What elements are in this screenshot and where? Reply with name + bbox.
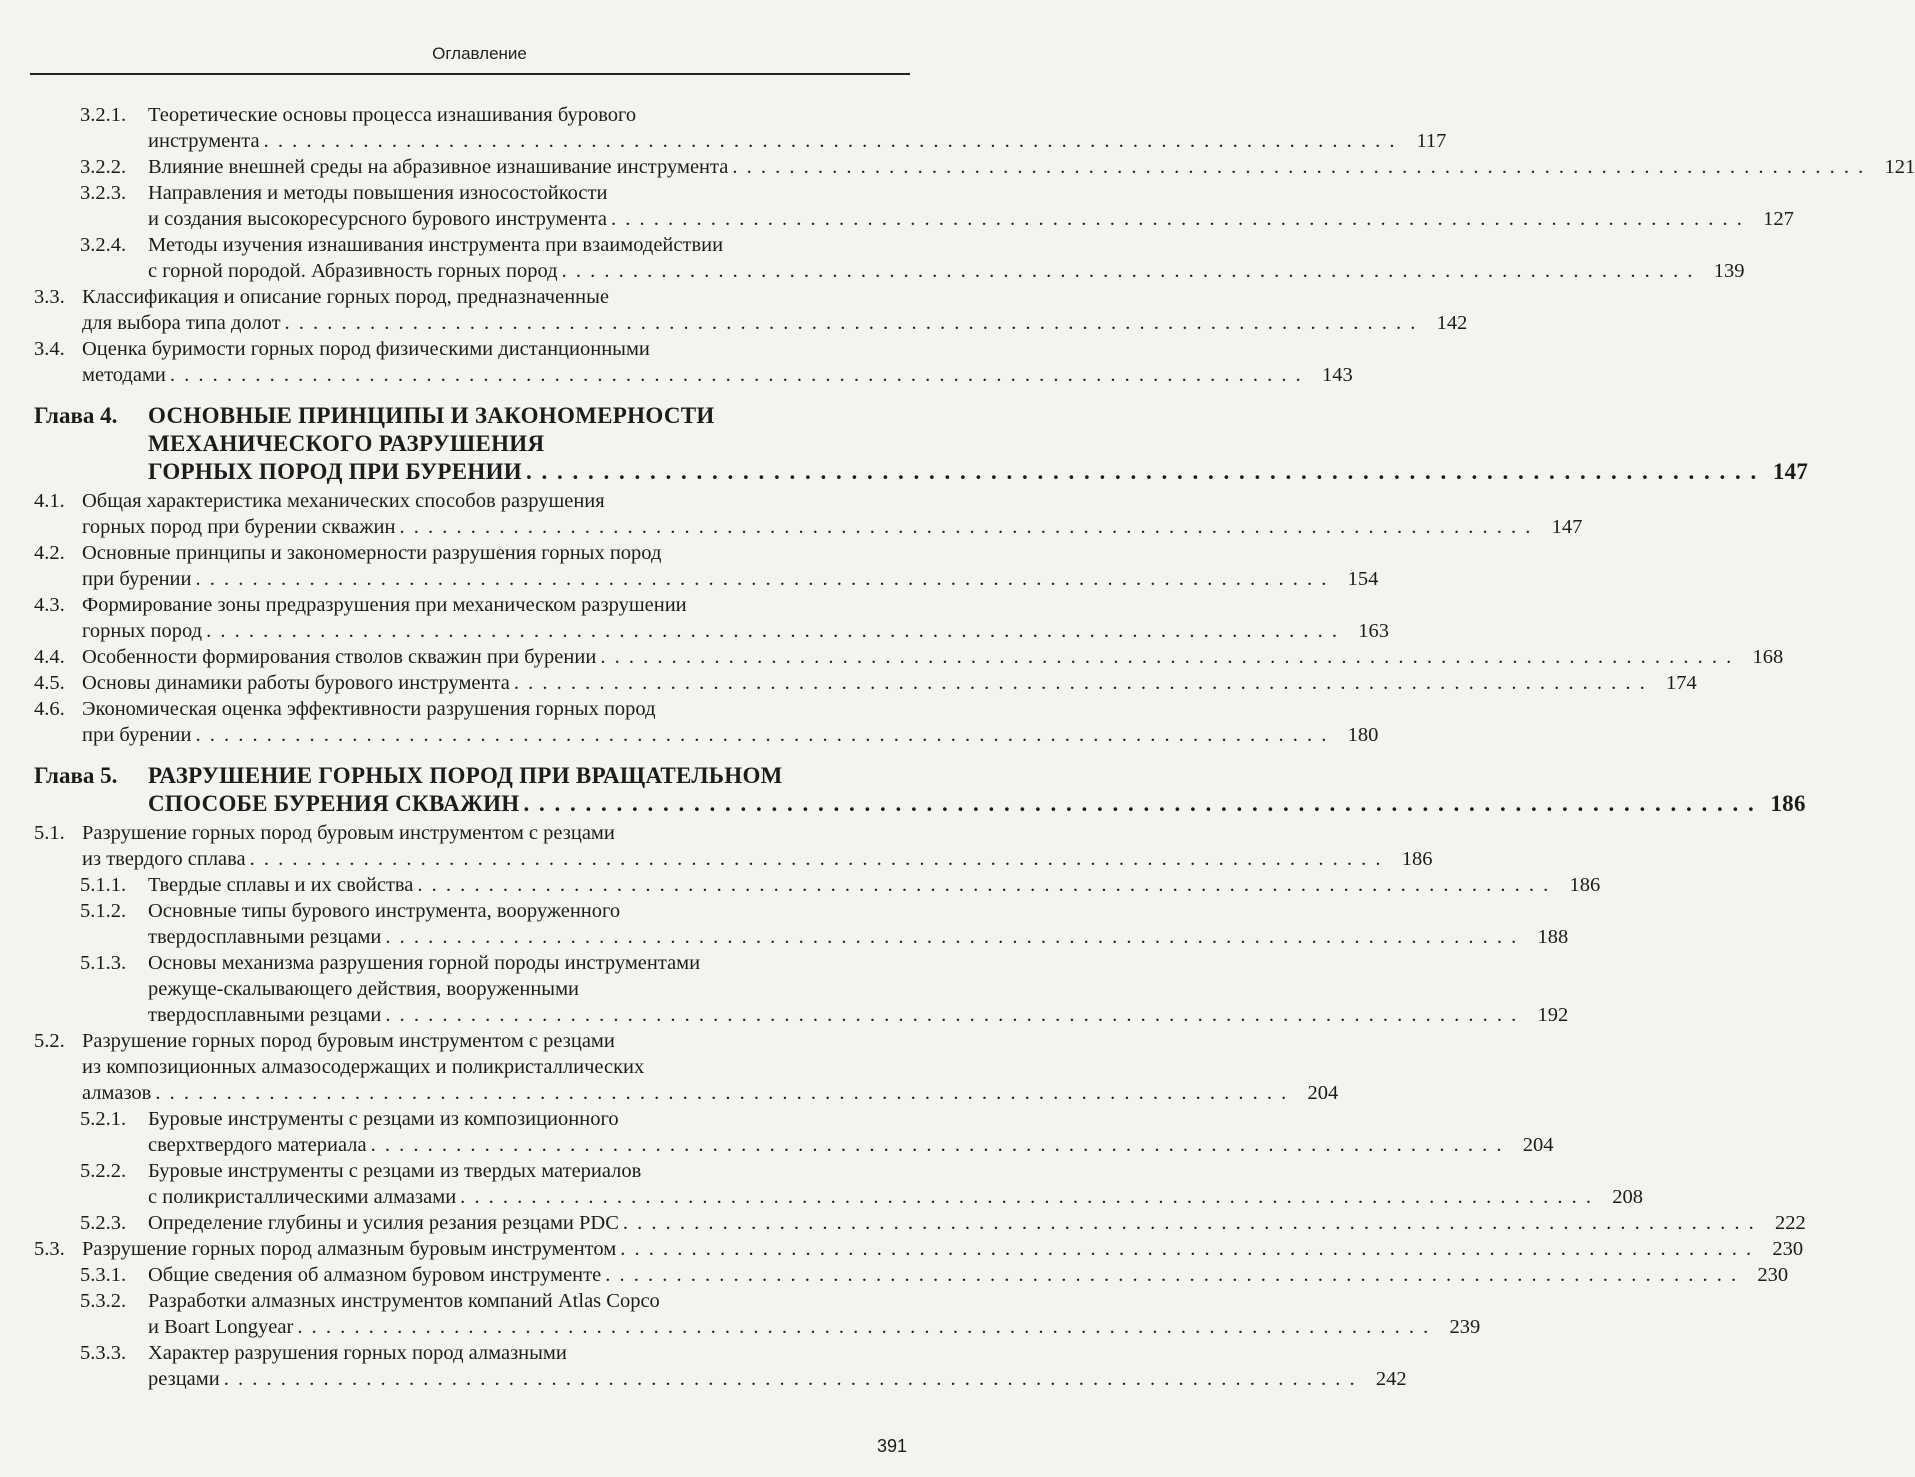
toc-entry-line: МЕХАНИЧЕСКОГО РАЗРУШЕНИЯ bbox=[148, 431, 545, 456]
toc-page-number: 117 bbox=[1416, 130, 1447, 152]
toc-entry-line: при бурении bbox=[82, 724, 192, 746]
toc-page-number: 143 bbox=[1322, 364, 1353, 386]
toc-entry[interactable] bbox=[0, 1236, 1804, 1262]
toc-entry[interactable] bbox=[0, 1210, 1806, 1236]
toc-entry-number: Глава 5. bbox=[34, 763, 118, 788]
toc-entry[interactable] bbox=[0, 336, 1353, 388]
toc-entry-line: алмазов bbox=[82, 1082, 152, 1104]
leader-dots: . . . . . . . . . . . . . . . . . . . . . . . . . . . . . . . . . . . . . . . . . . . . . . . . . . . . . . . . . . . . . . . . . . . . . . . . . . . . . . . . bbox=[417, 874, 1551, 896]
leader-dots: . . . . . . . . . . . . . . . . . . . . . . . . . . . . . . . . . . . . . . . . . . . . . . . . . . . . . . . . . . . . . . . . . . . . . . . . . . . . . . . . bbox=[169, 364, 1303, 386]
toc-entry-line: резцами bbox=[148, 1368, 220, 1390]
toc-entry-number: 4.1. bbox=[34, 490, 65, 512]
toc-entry-line: твердосплавными резцами bbox=[148, 926, 382, 948]
chapter-gap bbox=[0, 388, 959, 402]
toc-entry[interactable] bbox=[0, 232, 1745, 284]
leader-dots: . . . . . . . . . . . . . . . . . . . . . . . . . . . . . . . . . . . . . . . . . . . . . . . . . . . . . . . . . . . . . . . . . . . . . . . . . . . . . . . . bbox=[523, 791, 1756, 816]
toc-entry-line: Разработки алмазных инструментов компаний Atlas Copco bbox=[148, 1290, 660, 1312]
toc-entry-title bbox=[82, 1028, 1339, 1106]
toc-entry[interactable] bbox=[0, 1106, 1554, 1158]
toc-entry-title bbox=[82, 592, 1389, 644]
chapter-gap bbox=[0, 748, 959, 762]
toc-entry-line: из композиционных алмазосодержащих и поликристаллических bbox=[82, 1056, 645, 1078]
toc-entry-line: ГОРНЫХ ПОРОД ПРИ БУРЕНИИ bbox=[148, 459, 522, 484]
toc-page-number: 154 bbox=[1347, 568, 1379, 590]
toc-entry-line: Характер разрушения горных пород алмазными bbox=[148, 1342, 567, 1364]
toc-entry-line: Определение глубины и усилия резания резцами PDC bbox=[148, 1212, 619, 1234]
leader-dots: . . . . . . . . . . . . . . . . . . . . . . . . . . . . . . . . . . . . . . . . . . . . . . . . . . . . . . . . . . . . . . . . . . . . . . . . . . . . . . . . bbox=[206, 620, 1339, 642]
toc-entry-title bbox=[82, 696, 1379, 748]
toc-entry-number: 5.2.1. bbox=[80, 1108, 127, 1130]
leader-dots: . . . . . . . . . . . . . . . . . . . . . . . . . . . . . . . . . . . . . . . . . . . . . . . . . . . . . . . . . . . . . . . . . . . . . . . . . . . . . . . . bbox=[263, 130, 1397, 152]
toc-entry[interactable] bbox=[0, 154, 1915, 180]
toc-entry-line: для выбора типа долот bbox=[82, 312, 281, 334]
toc-entry[interactable] bbox=[0, 540, 1379, 592]
toc-entry-line: Оценка буримости горных пород физическими дистанционными bbox=[82, 338, 650, 360]
toc-entry[interactable] bbox=[0, 872, 1601, 898]
leader-dots: . . . . . . . . . . . . . . . . . . . . . . . . . . . . . . . . . . . . . . . . . . . . . . . . . . . . . . . . . . . . . . . . . . . . . . . . . . . . . . . . bbox=[525, 459, 1759, 484]
leader-dots: . . . . . . . . . . . . . . . . . . . . . . . . . . . . . . . . . . . . . . . . . . . . . . . . . . . . . . . . . . . . . . . . . . . . . . . . . . . . . . . . bbox=[155, 1082, 1289, 1104]
toc-entry-title bbox=[82, 284, 1468, 336]
page-header: Оглавление bbox=[432, 44, 527, 63]
toc-entry-number: 5.1.3. bbox=[80, 952, 127, 974]
toc-entry-line: горных пород bbox=[82, 620, 203, 642]
toc-page-number: 230 bbox=[1757, 1264, 1789, 1286]
toc-entry-line: Буровые инструменты с резцами из твердых материалов bbox=[148, 1160, 642, 1182]
toc-page-number: 192 bbox=[1537, 1004, 1569, 1026]
toc-entry-number: 5.1. bbox=[34, 822, 65, 844]
leader-dots: . . . . . . . . . . . . . . . . . . . . . . . . . . . . . . . . . . . . . . . . . . . . . . . . . . . . . . . . . . . . . . . . . . . . . . . . . . . . . . . . bbox=[399, 516, 1533, 538]
toc-entry-line: Основы динамики работы бурового инструмента bbox=[82, 672, 510, 694]
toc-entry-number: 5.3.2. bbox=[80, 1290, 127, 1312]
toc-page-number: 186 bbox=[1401, 848, 1433, 870]
leader-dots: . . . . . . . . . . . . . . . . . . . . . . . . . . . . . . . . . . . . . . . . . . . . . . . . . . . . . . . . . . . . . . . . . . . . . . . . . . . . . . . . bbox=[370, 1134, 1504, 1156]
toc-entry-line: ОСНОВНЫЕ ПРИНЦИПЫ И ЗАКОНОМЕРНОСТИ bbox=[148, 403, 715, 428]
toc-entry-line: Классификация и описание горных пород, предназначенные bbox=[82, 286, 610, 308]
toc-entry[interactable] bbox=[0, 1262, 1789, 1288]
leader-dots: . . . . . . . . . . . . . . . . . . . . . . . . . . . . . . . . . . . . . . . . . . . . . . . . . . . . . . . . . . . . . . . . . . . . . . . . . . . . . . . . bbox=[195, 568, 1329, 590]
toc-entry-title bbox=[82, 670, 1697, 696]
toc-page-number: 239 bbox=[1449, 1316, 1481, 1338]
toc-page-number: 121 bbox=[1884, 156, 1915, 178]
toc-entry-line: Методы изучения изнашивания инструмента при взаимодействии bbox=[148, 234, 724, 256]
toc-page-number: 142 bbox=[1436, 312, 1468, 334]
toc-entry-line: Основные типы бурового инструмента, вооруженного bbox=[148, 900, 621, 922]
toc-entry-title bbox=[148, 1288, 1481, 1340]
toc-entry[interactable] bbox=[0, 592, 1389, 644]
toc-entry-number: 3.2.4. bbox=[80, 234, 127, 256]
leader-dots: . . . . . . . . . . . . . . . . . . . . . . . . . . . . . . . . . . . . . . . . . . . . . . . . . . . . . . . . . . . . . . . . . . . . . . . . . . . . . . . . bbox=[622, 1212, 1756, 1234]
toc-entry-title bbox=[148, 1106, 1554, 1158]
toc-entry-line: Направления и методы повышения износостойкости bbox=[148, 182, 608, 204]
toc-page-number: 174 bbox=[1665, 672, 1697, 694]
toc-page-number: 147 bbox=[1551, 516, 1583, 538]
toc-entry-number: 5.3.3. bbox=[80, 1342, 127, 1364]
toc-entry-title bbox=[148, 1210, 1806, 1236]
toc-entry-line: Разрушение горных пород алмазным буровым инструментом bbox=[82, 1238, 617, 1260]
toc-entry-title bbox=[148, 762, 1806, 818]
toc-entry-line: Экономическая оценка эффективности разрушения горных пород bbox=[82, 698, 656, 720]
toc-page-number: 186 bbox=[1770, 791, 1806, 816]
leader-dots: . . . . . . . . . . . . . . . . . . . . . . . . . . . . . . . . . . . . . . . . . . . . . . . . . . . . . . . . . . . . . . . . . . . . . . . . . . . . . . . . bbox=[249, 848, 1383, 870]
leader-dots: . . . . . . . . . . . . . . . . . . . . . . . . . . . . . . . . . . . . . . . . . . . . . . . . . . . . . . . . . . . . . . . . . . . . . . . . . . . . . . . . bbox=[195, 724, 1329, 746]
toc-entry-line: с горной породой. Абразивность горных пород bbox=[148, 260, 558, 282]
toc-entry-title bbox=[148, 1340, 1407, 1392]
toc-page-number: 204 bbox=[1522, 1134, 1554, 1156]
toc-entry-title bbox=[148, 154, 1915, 180]
toc-entry-line: и Boart Longyear bbox=[148, 1316, 294, 1338]
toc-page-number: 139 bbox=[1713, 260, 1745, 282]
header-rule bbox=[30, 73, 910, 75]
toc-entry-number: 4.3. bbox=[34, 594, 65, 616]
toc-entry-title bbox=[82, 644, 1784, 670]
leader-dots: . . . . . . . . . . . . . . . . . . . . . . . . . . . . . . . . . . . . . . . . . . . . . . . . . . . . . . . . . . . . . . . . . . . . . . . . . . . . . . . . bbox=[284, 312, 1418, 334]
leader-dots: . . . . . . . . . . . . . . . . . . . . . . . . . . . . . . . . . . . . . . . . . . . . . . . . . . . . . . . . . . . . . . . . . . . . . . . . . . . . . . . . bbox=[561, 260, 1695, 282]
toc-entry-number: 5.3. bbox=[34, 1238, 65, 1260]
toc-entry-title bbox=[82, 820, 1433, 872]
toc-entry-title bbox=[148, 180, 1794, 232]
toc-entry-number: 3.3. bbox=[34, 286, 65, 308]
toc-entry-title bbox=[82, 540, 1379, 592]
toc-entry[interactable] bbox=[0, 284, 1468, 336]
toc-entry-number: 5.3.1. bbox=[80, 1264, 127, 1286]
toc-entry-number: 3.2.1. bbox=[80, 104, 127, 126]
leader-dots: . . . . . . . . . . . . . . . . . . . . . . . . . . . . . . . . . . . . . . . . . . . . . . . . . . . . . . . . . . . . . . . . . . . . . . . . . . . . . . . . bbox=[732, 156, 1866, 178]
toc-entry[interactable] bbox=[0, 1158, 1644, 1210]
toc-page-number: 188 bbox=[1537, 926, 1569, 948]
toc-entry[interactable] bbox=[0, 180, 1794, 232]
toc-entry-title bbox=[82, 488, 1583, 540]
toc-entry-line: при бурении bbox=[82, 568, 192, 590]
toc-entry[interactable] bbox=[0, 898, 1569, 950]
toc-entry-title bbox=[148, 402, 1809, 486]
toc-entry-title bbox=[148, 102, 1447, 154]
toc-entry-number: 4.5. bbox=[34, 672, 65, 694]
toc-chapter[interactable] bbox=[0, 402, 1809, 486]
toc-entry-line: Влияние внешней среды на абразивное изнашивание инструмента bbox=[148, 156, 729, 178]
table-of-contents bbox=[0, 102, 1915, 1392]
toc-entry[interactable] bbox=[0, 820, 1433, 872]
toc-page-number: 127 bbox=[1763, 208, 1794, 230]
toc-entry-number: 5.2.2. bbox=[80, 1160, 127, 1182]
toc-entry-title bbox=[148, 1262, 1789, 1288]
toc-entry-line: Формирование зоны предразрушения при механическом разрушении bbox=[82, 594, 687, 616]
leader-dots: . . . . . . . . . . . . . . . . . . . . . . . . . . . . . . . . . . . . . . . . . . . . . . . . . . . . . . . . . . . . . . . . . . . . . . . . . . . . . . . . bbox=[460, 1186, 1594, 1208]
toc-entry-title bbox=[148, 950, 1569, 1028]
toc-entry-title bbox=[148, 1158, 1644, 1210]
toc-entry-line: и создания высокоресурсного бурового инструмента bbox=[148, 208, 607, 230]
toc-entry-line: сверхтвердого материала bbox=[148, 1134, 367, 1156]
leader-dots: . . . . . . . . . . . . . . . . . . . . . . . . . . . . . . . . . . . . . . . . . . . . . . . . . . . . . . . . . . . . . . . . . . . . . . . . . . . . . . . . bbox=[223, 1368, 1357, 1390]
toc-entry-number: 4.4. bbox=[34, 646, 65, 668]
toc-entry-title bbox=[148, 898, 1569, 950]
toc-entry-line: методами bbox=[82, 364, 166, 386]
toc-entry-line: Особенности формирования стволов скважин при бурении bbox=[82, 646, 597, 668]
toc-entry-number: 3.2.2. bbox=[80, 156, 127, 178]
toc-entry[interactable] bbox=[0, 950, 1569, 1028]
toc-entry-line: РАЗРУШЕНИЕ ГОРНЫХ ПОРОД ПРИ ВРАЩАТЕЛЬНОМ bbox=[148, 763, 783, 788]
toc-entry-line: Основные принципы и закономерности разрушения горных пород bbox=[82, 542, 662, 564]
toc-page-number: 163 bbox=[1358, 620, 1389, 642]
toc-page-number: 242 bbox=[1375, 1368, 1407, 1390]
toc-entry-line: инструмента bbox=[148, 130, 260, 152]
leader-dots: . . . . . . . . . . . . . . . . . . . . . . . . . . . . . . . . . . . . . . . . . . . . . . . . . . . . . . . . . . . . . . . . . . . . . . . . . . . . . . . . bbox=[513, 672, 1647, 694]
toc-page-number: 230 bbox=[1772, 1238, 1804, 1260]
toc-page-number: 222 bbox=[1775, 1212, 1806, 1234]
toc-entry-title bbox=[148, 872, 1601, 898]
toc-entry-number: 3.4. bbox=[34, 338, 65, 360]
toc-entry-title bbox=[82, 336, 1353, 388]
toc-entry[interactable] bbox=[0, 102, 1447, 154]
toc-entry[interactable] bbox=[0, 644, 1784, 670]
toc-entry-line: Разрушение горных пород буровым инструментом с резцами bbox=[82, 1030, 615, 1052]
toc-entry-title bbox=[148, 232, 1745, 284]
toc-entry[interactable] bbox=[0, 670, 1697, 696]
toc-entry-number: 4.2. bbox=[34, 542, 65, 564]
toc-entry-number: 4.6. bbox=[34, 698, 65, 720]
toc-page-number: 168 bbox=[1752, 646, 1784, 668]
toc-entry[interactable] bbox=[0, 488, 1583, 540]
toc-entry-number: 5.2. bbox=[34, 1030, 65, 1052]
toc-page-number: 147 bbox=[1772, 459, 1809, 484]
leader-dots: . . . . . . . . . . . . . . . . . . . . . . . . . . . . . . . . . . . . . . . . . . . . . . . . . . . . . . . . . . . . . . . . . . . . . . . . . . . . . . . . bbox=[600, 646, 1734, 668]
toc-page-number: 204 bbox=[1307, 1082, 1339, 1104]
toc-entry[interactable] bbox=[0, 1288, 1481, 1340]
toc-page-number: 180 bbox=[1347, 724, 1379, 746]
toc-entry-line: из твердого сплава bbox=[82, 848, 246, 870]
toc-entry-line: Основы механизма разрушения горной породы инструментами bbox=[148, 952, 701, 974]
toc-entry-line: твердосплавными резцами bbox=[148, 1004, 382, 1026]
toc-entry[interactable] bbox=[0, 1340, 1407, 1392]
toc-entry-number: 5.1.1. bbox=[80, 874, 127, 896]
toc-entry-number: 5.1.2. bbox=[80, 900, 127, 922]
leader-dots: . . . . . . . . . . . . . . . . . . . . . . . . . . . . . . . . . . . . . . . . . . . . . . . . . . . . . . . . . . . . . . . . . . . . . . . . . . . . . . . . bbox=[385, 1004, 1519, 1026]
leader-dots: . . . . . . . . . . . . . . . . . . . . . . . . . . . . . . . . . . . . . . . . . . . . . . . . . . . . . . . . . . . . . . . . . . . . . . . . . . . . . . . . bbox=[297, 1316, 1431, 1338]
toc-entry-title bbox=[82, 1236, 1804, 1262]
toc-entry-line: Буровые инструменты с резцами из композиционного bbox=[148, 1108, 619, 1130]
leader-dots: . . . . . . . . . . . . . . . . . . . . . . . . . . . . . . . . . . . . . . . . . . . . . . . . . . . . . . . . . . . . . . . . . . . . . . . . . . . . . . . . bbox=[385, 926, 1519, 948]
page-number: 391 bbox=[876, 1436, 907, 1456]
toc-entry-line: Твердые сплавы и их свойства bbox=[148, 874, 414, 896]
leader-dots: . . . . . . . . . . . . . . . . . . . . . . . . . . . . . . . . . . . . . . . . . . . . . . . . . . . . . . . . . . . . . . . . . . . . . . . . . . . . . . . . bbox=[620, 1238, 1754, 1260]
toc-entry[interactable] bbox=[0, 1028, 1339, 1106]
toc-entry-line: Теоретические основы процесса изнашивания бурового bbox=[148, 104, 637, 126]
toc-entry[interactable] bbox=[0, 696, 1379, 748]
toc-entry-line: режуще-скалывающего действия, вооруженными bbox=[148, 978, 580, 1000]
leader-dots: . . . . . . . . . . . . . . . . . . . . . . . . . . . . . . . . . . . . . . . . . . . . . . . . . . . . . . . . . . . . . . . . . . . . . . . . . . . . . . . . bbox=[605, 1264, 1739, 1286]
toc-entry-line: с поликристаллическими алмазами bbox=[148, 1186, 457, 1208]
toc-page-number: 186 bbox=[1569, 874, 1601, 896]
toc-entry-line: Общая характеристика механических способов разрушения bbox=[82, 490, 605, 512]
toc-page-number: 208 bbox=[1612, 1186, 1644, 1208]
toc-entry-line: СПОСОБЕ БУРЕНИЯ СКВАЖИН bbox=[148, 791, 520, 816]
toc-entry-line: Общие сведения об алмазном буровом инструменте bbox=[148, 1264, 602, 1286]
toc-entry-number: 3.2.3. bbox=[80, 182, 127, 204]
toc-entry-line: Разрушение горных пород буровым инструментом с резцами bbox=[82, 822, 615, 844]
leader-dots: . . . . . . . . . . . . . . . . . . . . . . . . . . . . . . . . . . . . . . . . . . . . . . . . . . . . . . . . . . . . . . . . . . . . . . . . . . . . . . . . bbox=[610, 208, 1744, 230]
toc-entry-line: горных пород при бурении скважин bbox=[82, 516, 396, 538]
toc-chapter[interactable] bbox=[0, 762, 1806, 818]
toc-entry-number: 5.2.3. bbox=[80, 1212, 127, 1234]
toc-entry-number: Глава 4. bbox=[34, 403, 118, 428]
